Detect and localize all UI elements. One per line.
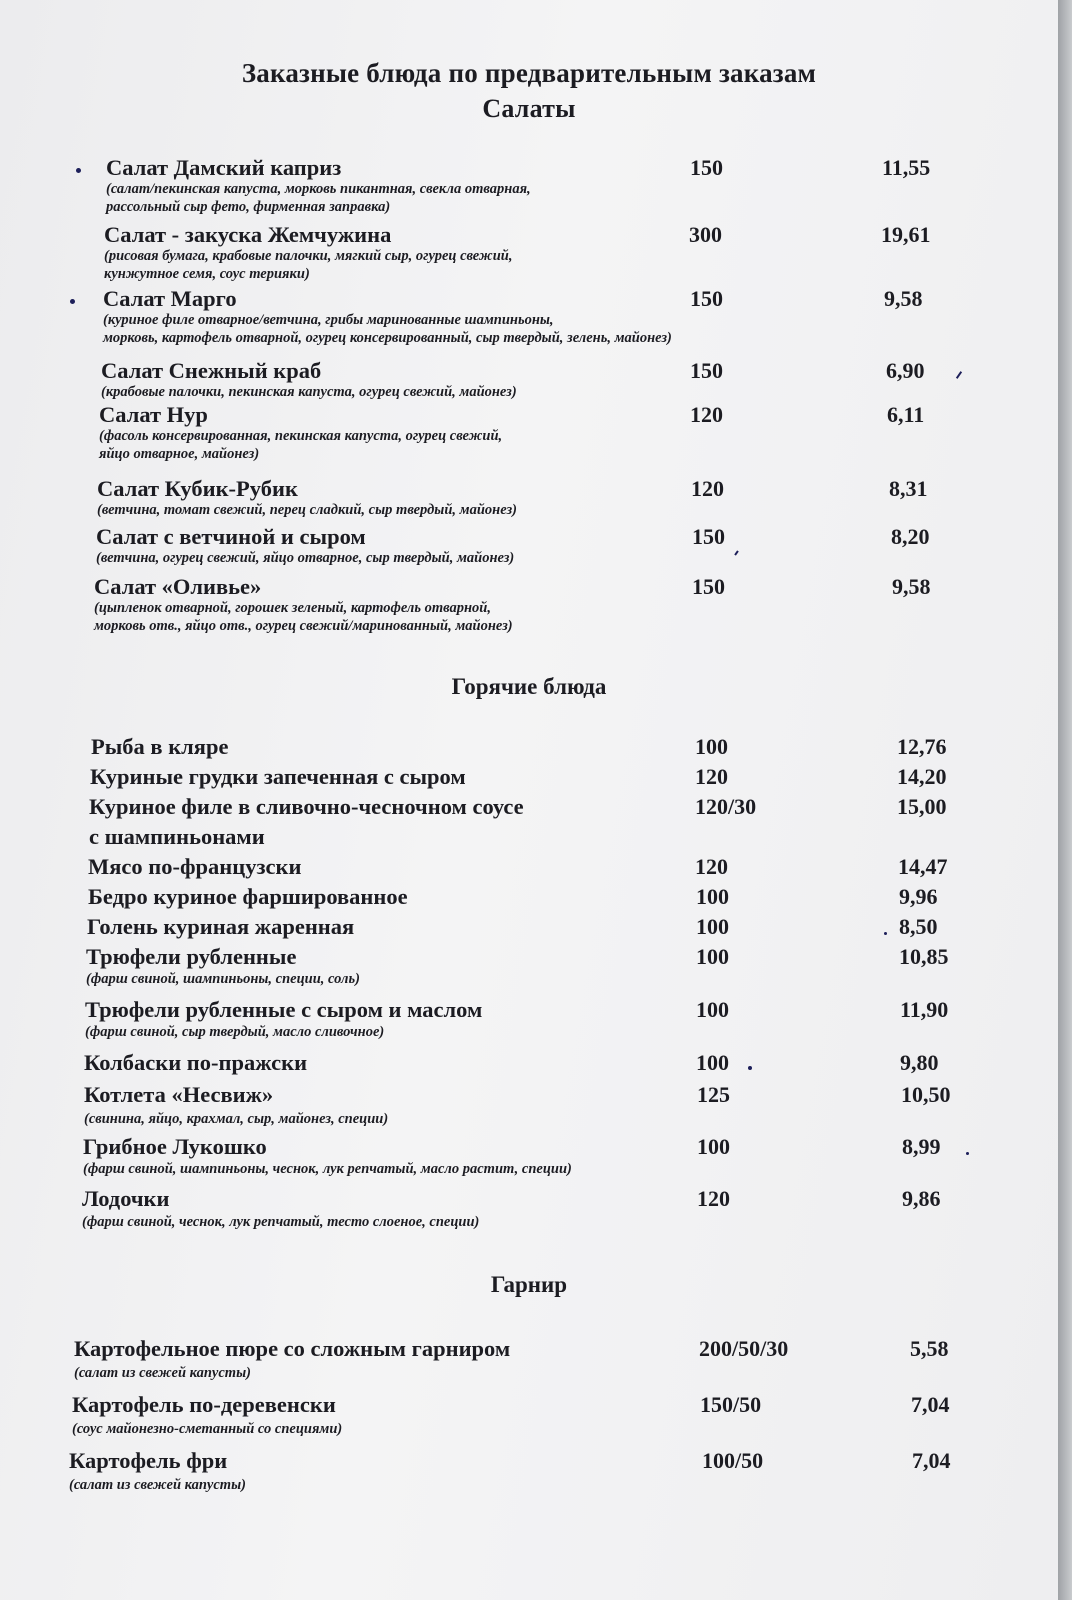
dish-price: 5,58 bbox=[910, 1336, 949, 1361]
dish-name: Салат - закуска Жемчужина bbox=[104, 222, 392, 247]
dish-name: Мясо по-французски bbox=[88, 854, 302, 879]
dish-price: 11,90 bbox=[900, 997, 949, 1022]
dish-price: 12,76 bbox=[897, 734, 947, 759]
pen-mark bbox=[734, 550, 739, 555]
dish-price: 15,00 bbox=[897, 794, 947, 819]
dish-price: 11,55 bbox=[882, 155, 931, 180]
dish-weight: 150 bbox=[690, 155, 723, 180]
dish-price: 7,04 bbox=[911, 1392, 950, 1417]
dish-weight: 100/50 bbox=[702, 1448, 764, 1473]
dish-name: Котлета «Несвиж» bbox=[84, 1082, 274, 1107]
dish-weight: 300 bbox=[689, 222, 722, 247]
dish-name: Салат Нур bbox=[99, 402, 208, 427]
dish-name: Колбаски по-пражски bbox=[84, 1050, 308, 1075]
dish-description: (фарш свиной, сыр твердый, масло сливочное) bbox=[85, 1024, 385, 1040]
dish-name: Картофельное пюре со сложным гарниром bbox=[74, 1336, 511, 1361]
dish-weight: 100 bbox=[695, 734, 728, 759]
pen-mark bbox=[748, 1066, 752, 1070]
dish-price: 9,86 bbox=[902, 1186, 941, 1211]
dish-weight: 120 bbox=[695, 854, 728, 879]
dish-price: 8,50 bbox=[899, 914, 938, 939]
dish-weight: 200/50/30 bbox=[699, 1336, 789, 1361]
dish-description: (свинина, яйцо, крахмал, сыр, майонез, специи) bbox=[84, 1111, 389, 1127]
dish-description: морковь, картофель отварной, огурец консервированный, сыр твердый, зелень, майонез) bbox=[103, 330, 672, 346]
dish-description: (куриное филе отварное/ветчина, грибы маринованные шампиньоны, bbox=[103, 312, 554, 328]
dish-description: (салат из свежей капусты) bbox=[69, 1477, 246, 1493]
page-edge bbox=[1058, 0, 1072, 1600]
dish-description: кунжутное семя, соус терияки) bbox=[104, 266, 310, 282]
dish-name: Салат Снежный краб bbox=[101, 358, 322, 383]
dish-weight: 150 bbox=[690, 358, 723, 383]
pen-mark bbox=[884, 932, 887, 935]
dish-weight: 150 bbox=[692, 524, 725, 549]
dish-weight: 120/30 bbox=[695, 794, 757, 819]
dish-name: Рыба в кляре bbox=[91, 734, 229, 759]
dish-name: Трюфели рубленные bbox=[86, 944, 297, 969]
dish-weight: 150/50 bbox=[700, 1392, 762, 1417]
dish-name: Трюфели рубленные с сыром и маслом bbox=[85, 997, 483, 1022]
dish-name: Картофель по-деревенски bbox=[72, 1392, 336, 1417]
dish-weight: 125 bbox=[697, 1082, 730, 1107]
dish-description: (салат/пекинская капуста, морковь пикантная, свекла отварная, bbox=[106, 181, 531, 197]
dish-weight: 100 bbox=[696, 997, 729, 1022]
dish-description: (ветчина, огурец свежий, яйцо отварное, сыр твердый, майонез) bbox=[96, 550, 515, 566]
dish-price: 8,99 bbox=[902, 1134, 941, 1159]
dish-weight: 120 bbox=[690, 402, 723, 427]
dish-price: 14,20 bbox=[897, 764, 947, 789]
dish-name-continued: с шампиньонами bbox=[89, 824, 265, 849]
pen-mark bbox=[70, 299, 75, 304]
pen-mark bbox=[966, 1152, 969, 1155]
dish-name: Куриные грудки запеченная с сыром bbox=[90, 764, 466, 789]
dish-weight: 100 bbox=[697, 1134, 730, 1159]
dish-name: Салат Марго bbox=[103, 286, 237, 311]
dish-weight: 120 bbox=[697, 1186, 730, 1211]
dish-price: 9,96 bbox=[899, 884, 938, 909]
dish-price: 10,85 bbox=[899, 944, 949, 969]
page-title: Заказные блюда по предварительным заказам bbox=[241, 58, 817, 88]
dish-description: морковь отв., яйцо отв., огурец свежий/маринованный, майонез) bbox=[94, 618, 513, 634]
section-title-garnish: Гарнир bbox=[490, 1272, 568, 1297]
dish-price: 19,61 bbox=[881, 222, 931, 247]
dish-weight: 100 bbox=[696, 944, 729, 969]
dish-description: (соус майонезно-сметанный со специями) bbox=[72, 1421, 343, 1437]
pen-mark bbox=[956, 371, 962, 379]
dish-price: 14,47 bbox=[898, 854, 948, 879]
dish-price: 8,20 bbox=[891, 524, 930, 549]
dish-name: Бедро куриное фаршированное bbox=[88, 884, 408, 909]
dish-weight: 150 bbox=[690, 286, 723, 311]
dish-name: Голень куриная жаренная bbox=[87, 914, 355, 939]
dish-price: 8,31 bbox=[889, 476, 928, 501]
dish-price: 9,58 bbox=[892, 574, 931, 599]
dish-description: (рисовая бумага, крабовые палочки, мягкий сыр, огурец свежий, bbox=[104, 248, 513, 264]
dish-weight: 120 bbox=[695, 764, 728, 789]
dish-name: Салат Дамский каприз bbox=[106, 155, 342, 180]
dish-description: рассольный сыр фето, фирменная заправка) bbox=[106, 199, 391, 215]
dish-name: Грибное Лукошко bbox=[83, 1134, 267, 1159]
section-title-salads: Салаты bbox=[482, 94, 576, 123]
dish-description: (фарш свиной, шампиньоны, специи, соль) bbox=[86, 971, 360, 987]
dish-description: яйцо отварное, майонез) bbox=[99, 446, 260, 462]
dish-price: 6,90 bbox=[886, 358, 925, 383]
pen-mark bbox=[76, 168, 81, 173]
dish-description: (крабовые палочки, пекинская капуста, огурец свежий, майонез) bbox=[101, 384, 517, 400]
section-title-hot: Горячие блюда bbox=[451, 674, 607, 699]
dish-name: Салат Кубик-Рубик bbox=[97, 476, 298, 501]
dish-price: 7,04 bbox=[912, 1448, 951, 1473]
dish-weight: 100 bbox=[696, 884, 729, 909]
dish-name: Куриное филе в сливочно-чесночном соусе bbox=[89, 794, 524, 819]
dish-description: (цыпленок отварной, горошек зеленый, картофель отварной, bbox=[94, 600, 491, 616]
dish-name: Лодочки bbox=[82, 1186, 170, 1211]
dish-price: 9,58 bbox=[884, 286, 923, 311]
dish-description: (фарш свиной, чеснок, лук репчатый, тесто слоеное, специи) bbox=[82, 1214, 480, 1230]
dish-description: (фасоль консервированная, пекинская капуста, огурец свежий, bbox=[99, 428, 503, 444]
dish-description: (фарш свиной, шампиньоны, чеснок, лук репчатый, масло растит, специи) bbox=[83, 1161, 572, 1177]
dish-weight: 120 bbox=[691, 476, 724, 501]
dish-name: Салат «Оливье» bbox=[94, 574, 262, 599]
dish-price: 6,11 bbox=[887, 402, 925, 427]
dish-price: 10,50 bbox=[901, 1082, 951, 1107]
dish-name: Картофель фри bbox=[69, 1448, 228, 1473]
dish-weight: 100 bbox=[696, 1050, 729, 1075]
dish-weight: 150 bbox=[692, 574, 725, 599]
dish-name: Салат с ветчиной и сыром bbox=[96, 524, 366, 549]
dish-description: (салат из свежей капусты) bbox=[74, 1365, 251, 1381]
dish-price: 9,80 bbox=[900, 1050, 939, 1075]
dish-weight: 100 bbox=[696, 914, 729, 939]
dish-description: (ветчина, томат свежий, перец сладкий, сыр твердый, майонез) bbox=[97, 502, 517, 518]
